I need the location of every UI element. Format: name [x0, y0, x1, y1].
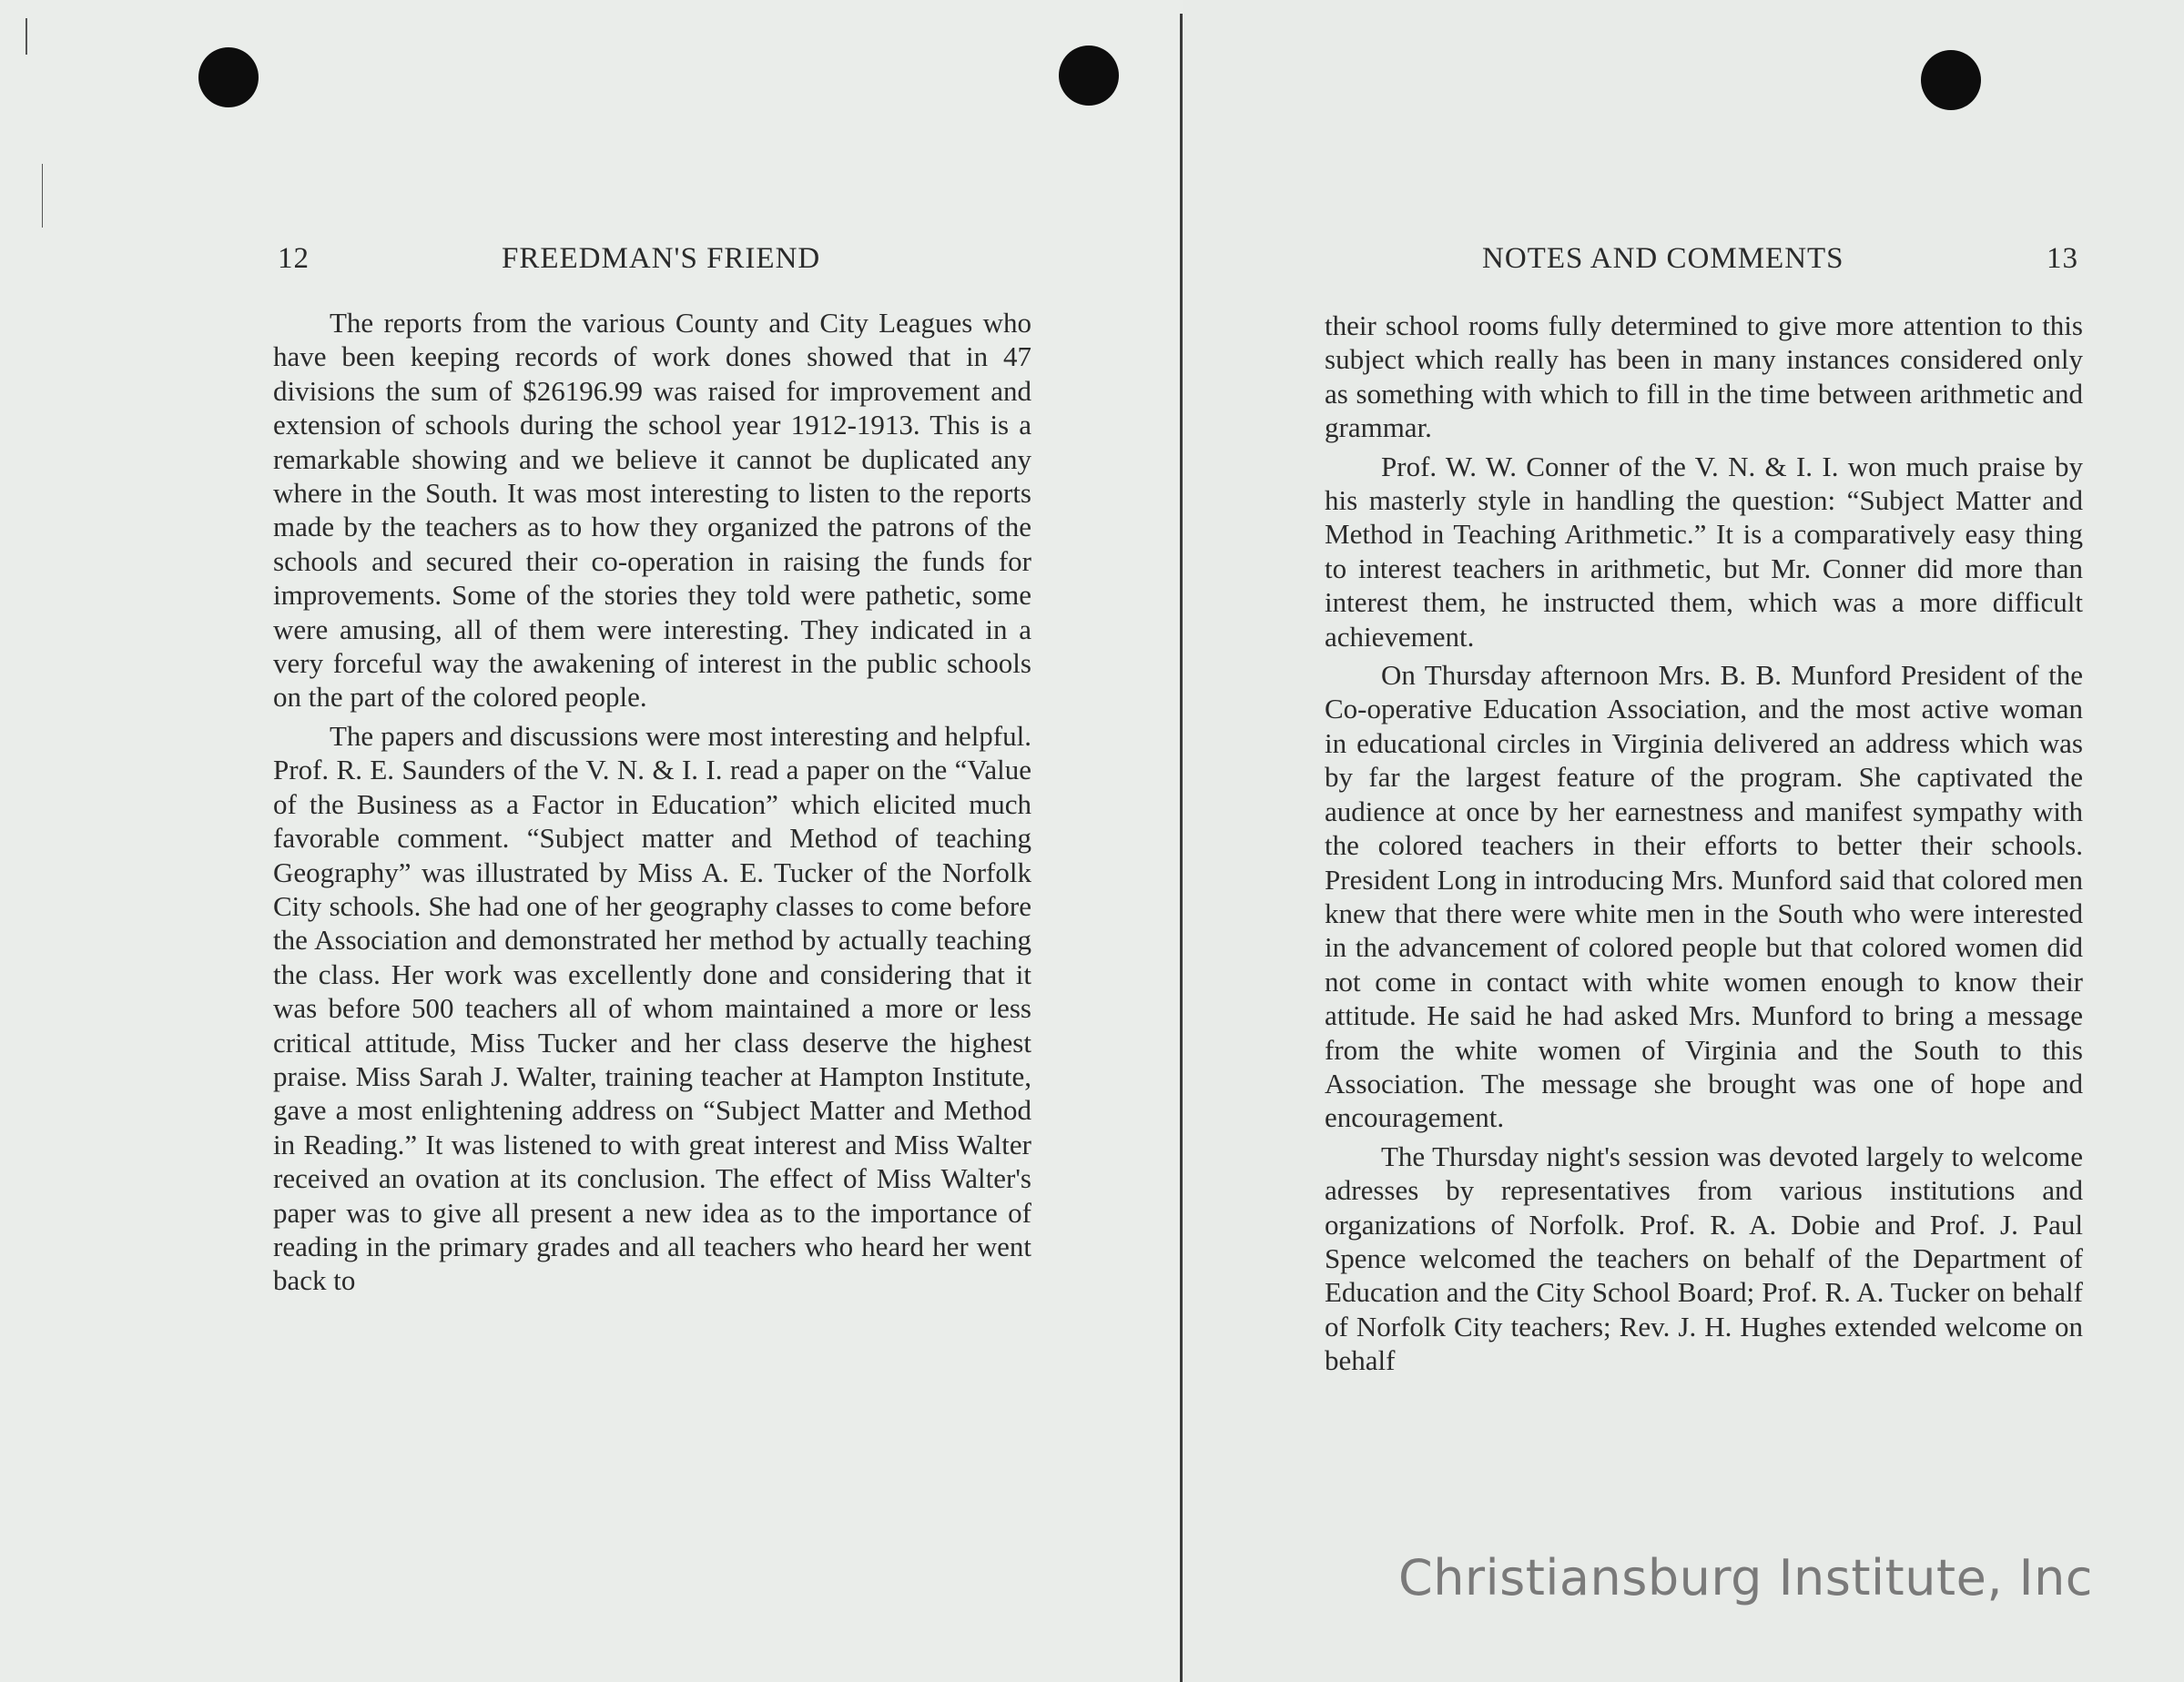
scan-edge-mark	[42, 164, 43, 228]
watermark-text: Christiansburg Institute, Inc	[1397, 1549, 2093, 1606]
scan-edge-mark	[25, 18, 27, 55]
paragraph: The Thursday night's session was devoted largely to welcome adresses by representatives from various institutions and organizations of Norfolk. Prof. R. A. Dobie and Prof. J. Paul Spence welcomed the teachers on behalf of the Department of Education and the City School Board; Prof. R. A. Tucker on behalf of Norfolk City teachers; Rev. J. H. Hughes extended welcome on behalf	[1325, 1140, 2083, 1377]
running-head-right: NOTES AND COMMENTS	[1482, 242, 1844, 275]
page-number-left: 12	[278, 242, 310, 275]
page-gutter	[1180, 14, 1183, 1682]
punch-hole	[1059, 46, 1119, 106]
paragraph: their school rooms fully determined to give more attention to this subject which really has been in many instances considered only as something with which to fill in the time between arithmetic and grammar.	[1325, 309, 2083, 444]
paragraph: On Thursday afternoon Mrs. B. B. Munford President of the Co-operative Education Association, and the most active woman in educational circles in Virginia delivered an address which was by far the largest feature of the program. She captivated the audience at once by her earnestness and manifest sympathy with the colored teachers in their efforts to better their schools. President Long in introducing Mrs. Munford said that colored men knew that there were white men in the South who were interested in the advancement of colored people but that colored women did not come in contact with white women enough to know their attitude. He said he had asked Mrs. Munford to bring a message from the white women of Virginia and the South to this Association. The message she brought was one of hope and encouragement.	[1325, 659, 2083, 1134]
punch-hole	[1921, 50, 1981, 110]
right-page	[1183, 0, 2184, 1682]
running-head-left: FREEDMAN'S FRIEND	[502, 242, 821, 275]
paragraph: The reports from the various County and City Leagues who have been keeping records of work dones showed that in 47 divisions the sum of $26196.99 was raised for improvement and extension of schools during the school year 1912-1913. This is a remarkable showing and we believe it cannot be duplicated any where in the South. It was most interesting to listen to the reports made by the teachers as to how they organized the patrons of the schools and secured their co-operation in raising the funds for improvements. Some of the stories they told were pathetic, some were amusing, all of them were interesting. They indicated in a very forceful way the awakening of interest in the public schools on the part of the colored people.	[273, 307, 1031, 714]
left-page-body	[273, 306, 1031, 1298]
paragraph: Prof. W. W. Conner of the V. N. & I. I. won much praise by his masterly style in handling the question: “Subject Matter and Method in Teaching Arithmetic.” It is a comparatively easy thing to interest teachers in arithmetic, but Mr. Conner did more than interest them, he instructed them, which was a more difficult achievement.	[1325, 450, 2083, 653]
paragraph: The papers and discussions were most interesting and helpful. Prof. R. E. Saunders of the V. N. & I. I. read a paper on the “Value of the Business as a Factor in Education” which elicited much favorable comment. “Subject matter and Method of teaching Geography” was illustrated by Miss A. E. Tucker of the Norfolk City schools. She had one of her geography classes to come before the Association and demonstrated her method by actually teaching the class. Her work was excellently done and considering that it was before 500 teachers all of whom maintained a more or less critical attitude, Miss Tucker and her class deserve the highest praise. Miss Sarah J. Walter, training teacher at Hampton Institute, gave a most enlightening address on “Subject Matter and Method in Reading.” It was listened to with great interest and Miss Walter received an ovation at its conclusion. The effect of Miss Walter's paper was to give all present a new idea as to the importance of reading in the primary grades and all teachers who heard her went back to	[273, 719, 1031, 1297]
punch-hole	[198, 47, 259, 107]
page-number-right: 13	[2047, 242, 2078, 275]
right-page-body	[1325, 309, 2083, 1378]
